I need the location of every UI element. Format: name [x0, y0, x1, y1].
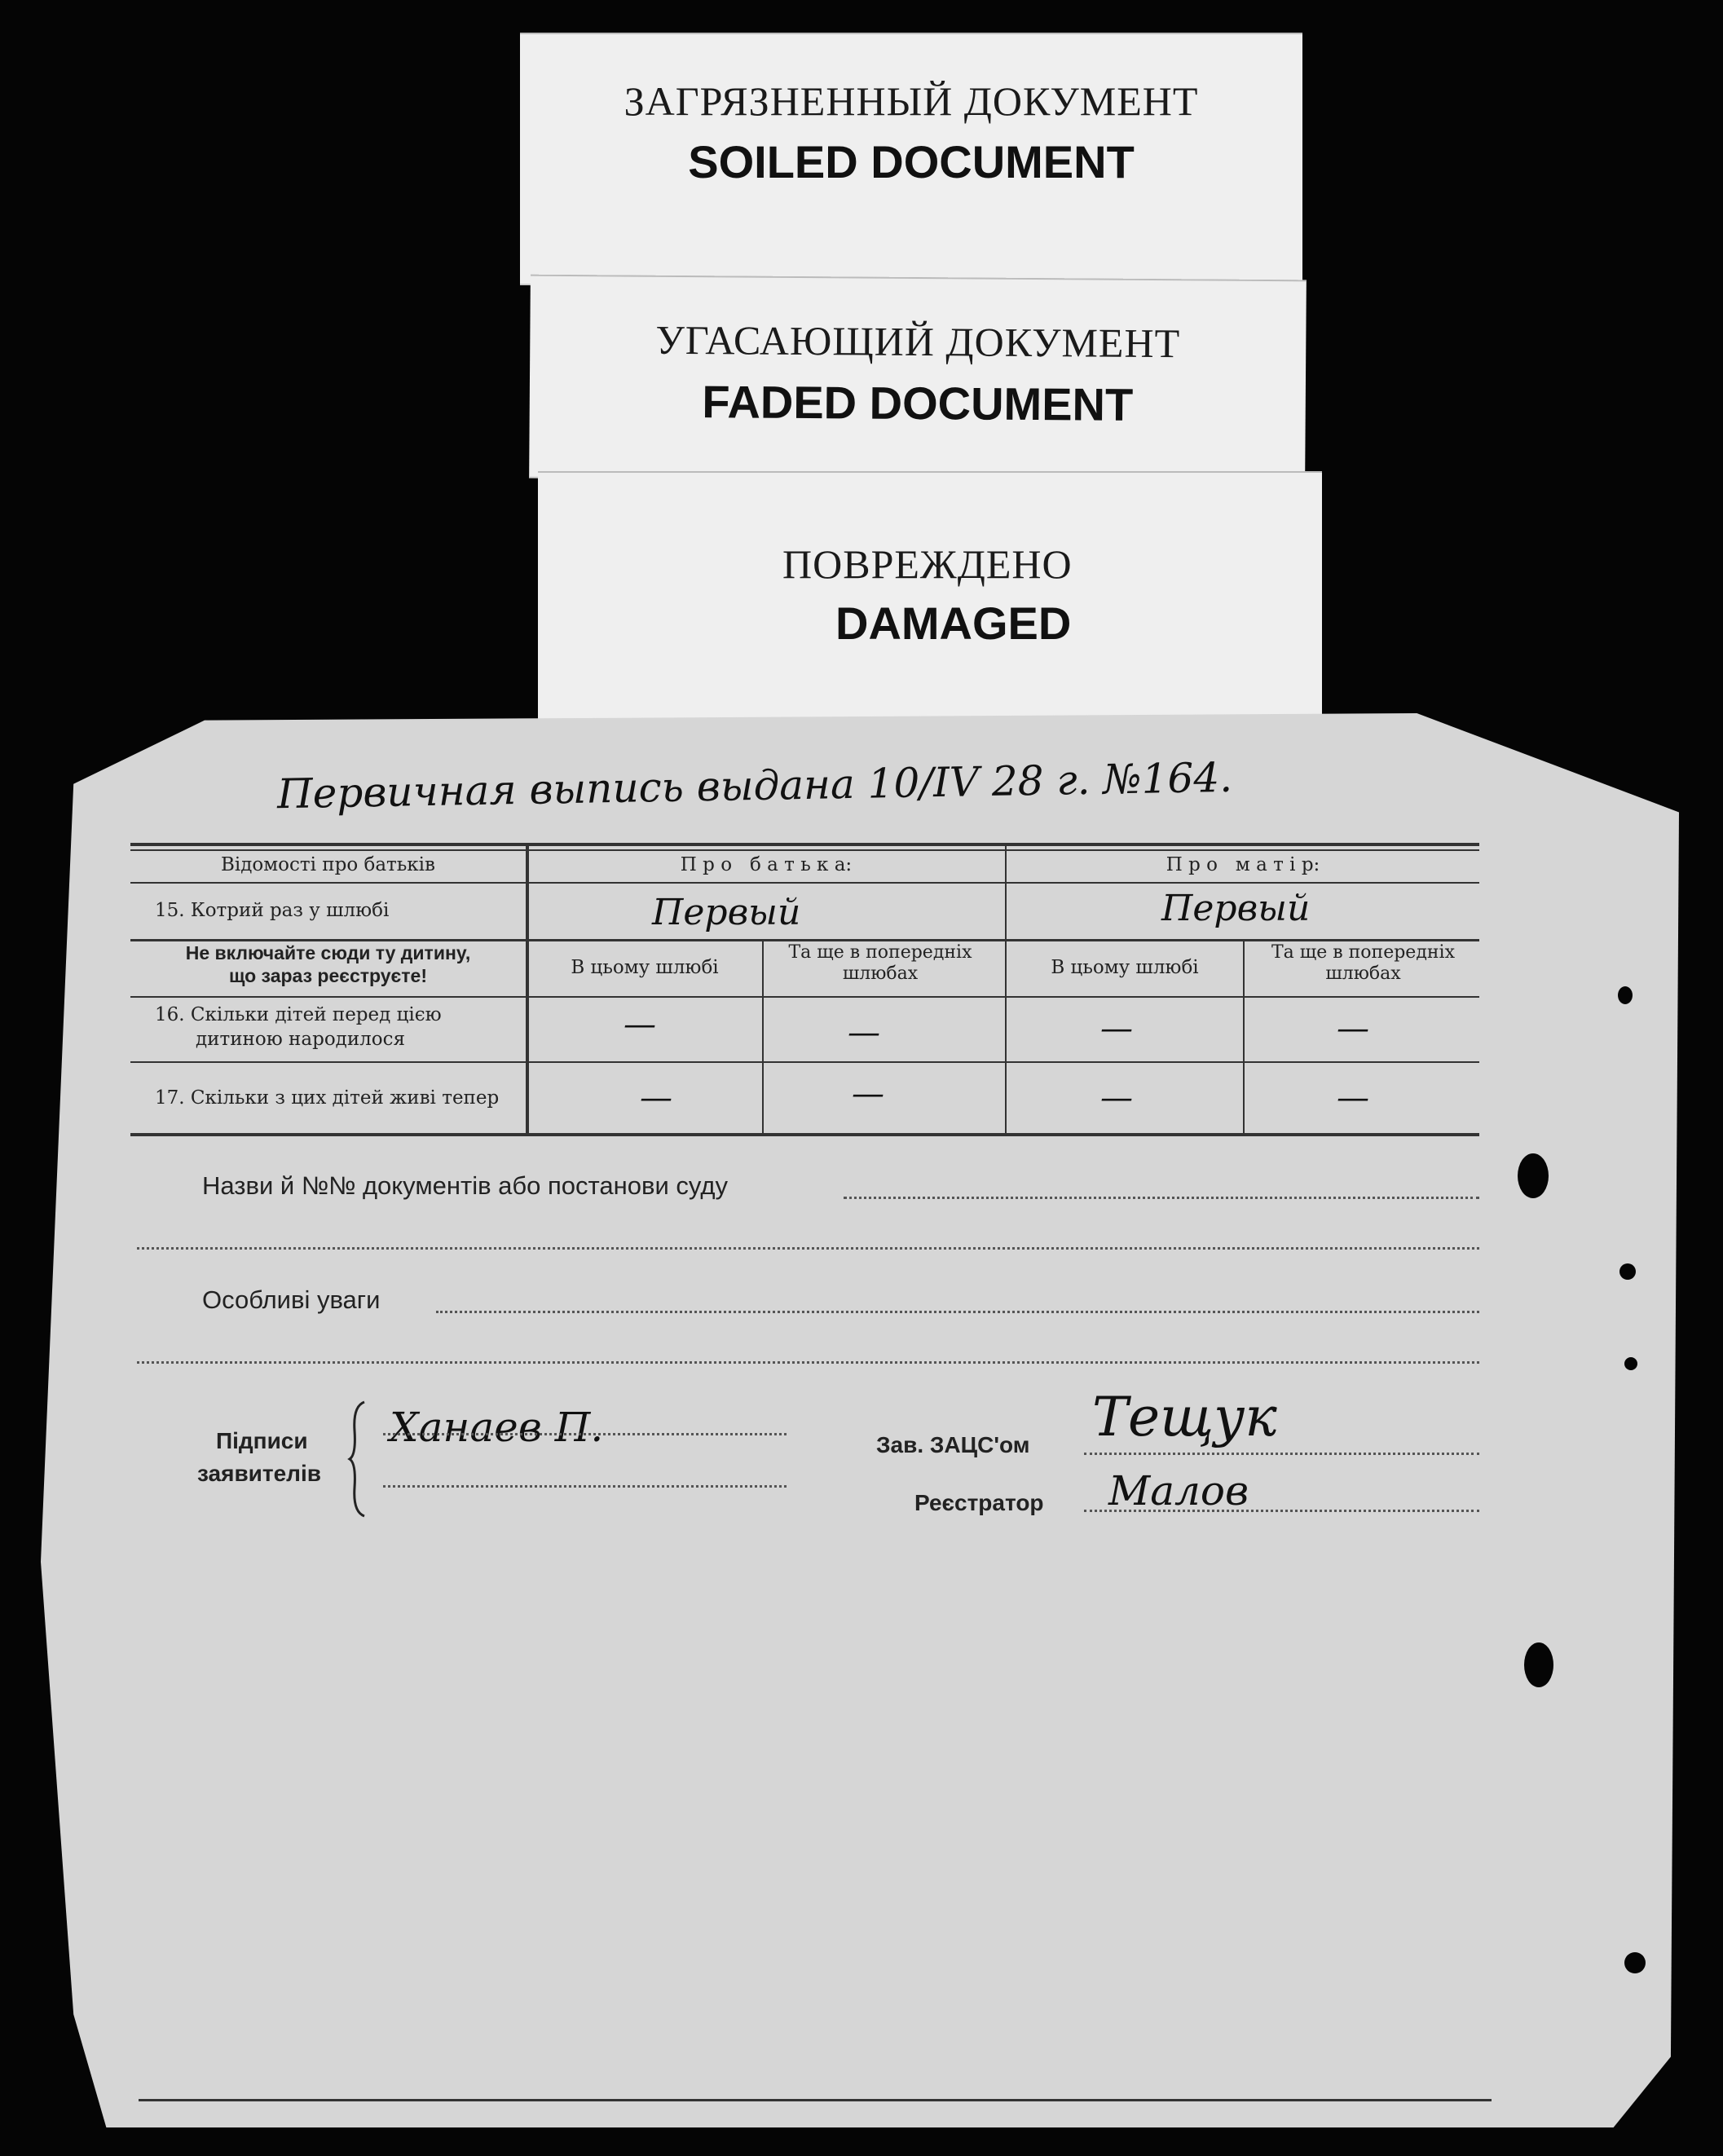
- remarks-field-line-2: [137, 1361, 1479, 1364]
- header-parents-info: Відомості про батьків: [221, 854, 435, 875]
- registrar-signature: Малов: [1108, 1467, 1249, 1514]
- handwritten-note: Первичная выпись выдана 10/ІV 28 г. №164.: [276, 753, 1233, 818]
- remarks-field-line: [436, 1311, 1479, 1313]
- applicant-signature-line: [383, 1433, 787, 1435]
- subheader-this-marriage-father: В цьому шлюбі: [571, 957, 719, 978]
- binding-hole: [1618, 986, 1633, 1004]
- row17-value: —: [640, 1079, 672, 1117]
- registrar-signature-line: [1084, 1510, 1479, 1512]
- label-ru: УГАСАЮЩИЙ ДОКУМЕНТ: [655, 316, 1181, 367]
- row16-label-line1: 16. Скільки дітей перед цією: [155, 1004, 442, 1025]
- label-ru: ПОВРЕЖДЕНО: [782, 541, 1073, 587]
- row15-label: 15. Котрий раз у шлюбі: [155, 900, 390, 921]
- parents-info-table: [130, 843, 1479, 1136]
- binding-hole: [1524, 1642, 1553, 1687]
- label-ru: ЗАГРЯЗНЕННЫЙ ДОКУМЕНТ: [624, 78, 1199, 124]
- documents-field-line-2: [137, 1247, 1479, 1250]
- row17-label: 17. Скільки з цих дітей живі тепер: [155, 1087, 500, 1109]
- remarks-field-label: Особливі уваги: [202, 1285, 381, 1314]
- label-en: SOILED DOCUMENT: [688, 136, 1135, 187]
- documents-field-line: [844, 1197, 1479, 1199]
- row17-value: —: [852, 1075, 884, 1113]
- applicants-signature-label-line1: Підписи: [216, 1428, 308, 1453]
- notice-line1: Не включайте сюди ту дитину,: [185, 942, 471, 963]
- subheader-prev-marriages-mother: Та ще в попередніх шлюбах: [1271, 942, 1455, 984]
- subheader-this-marriage-mother: В цьому шлюбі: [1051, 957, 1199, 978]
- header-mother: П р о м а т і р:: [1166, 854, 1320, 875]
- row17-value: —: [1337, 1079, 1369, 1117]
- brace-icon: [346, 1398, 371, 1520]
- row15-mother: Первый: [1161, 888, 1311, 929]
- faded-document-label: [529, 275, 1307, 484]
- notice-line2: що зараз реєструєте!: [229, 965, 427, 986]
- row15-father: Первый: [652, 892, 801, 933]
- soiled-document-label: [520, 33, 1302, 285]
- bottom-rule: [139, 2099, 1492, 2101]
- label-en: FADED DOCUMENT: [702, 376, 1134, 430]
- row16-value: —: [624, 1006, 656, 1043]
- binding-hole: [1624, 1357, 1637, 1370]
- row16-value: —: [848, 1014, 880, 1052]
- binding-hole: [1624, 1952, 1646, 1973]
- registrar-label: Реєстратор: [914, 1490, 1044, 1515]
- binding-hole: [1619, 1263, 1636, 1280]
- subheader-prev-marriages-father: Та ще в попередніх шлюбах: [788, 942, 972, 984]
- row16-value: —: [1337, 1010, 1369, 1047]
- head-signature-line: [1084, 1453, 1479, 1455]
- row17-value: —: [1100, 1079, 1133, 1117]
- row16-label-line2: дитиною народилося: [196, 1029, 406, 1050]
- applicant-signature-line-2: [383, 1485, 787, 1488]
- header-father: П р о б а т ь к а:: [680, 854, 853, 875]
- head-label: Зав. ЗАЦС'ом: [876, 1432, 1030, 1457]
- damaged-label: [538, 471, 1322, 732]
- row16-value: —: [1100, 1010, 1133, 1047]
- applicants-signature-label-line2: заявителів: [197, 1461, 321, 1486]
- binding-hole: [1518, 1153, 1549, 1198]
- head-signature: Тещук: [1092, 1386, 1277, 1448]
- documents-field-label: Назви й №№ документів або постанови суду: [202, 1171, 728, 1200]
- label-en: DAMAGED: [835, 597, 1072, 649]
- applicant-signature: Ханаев П.: [390, 1404, 604, 1451]
